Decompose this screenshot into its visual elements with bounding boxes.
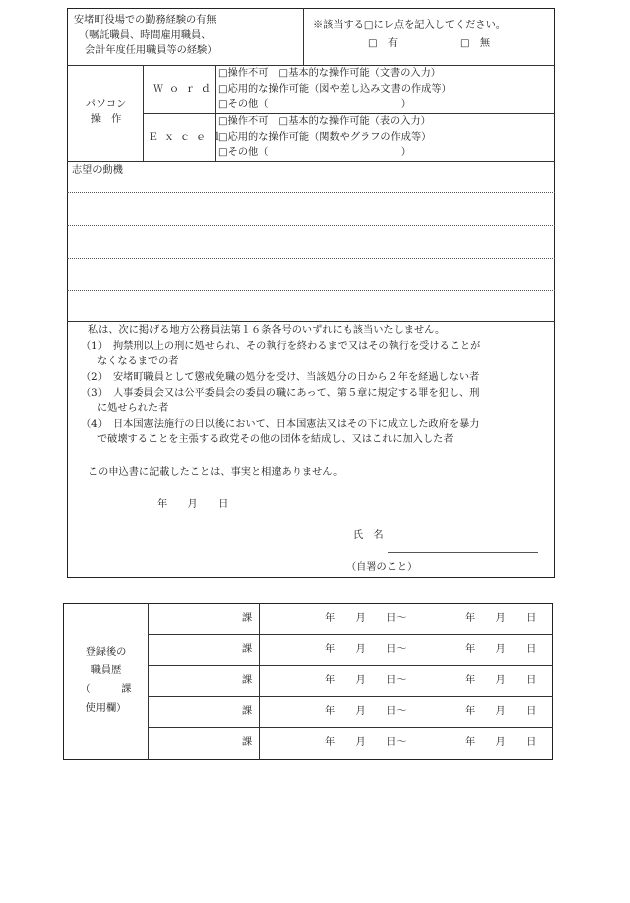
excel-option-line-2[interactable]: □応用的な操作可能（関数やグラフの作成等） [218,132,432,143]
excel-label: Ｅｘｃｅｌ [148,132,228,143]
word-option-line-1[interactable]: □操作不可 □基本的な操作可能（文書の入力） [218,68,441,79]
word-label: Ｗｏｒｄ [153,84,217,95]
pc-label-line-2: 操 作 [90,114,122,125]
motivation-ruled-line [67,192,555,193]
registry-label-line-2: 職員歴 [90,665,122,676]
excel-option-line-3[interactable]: □その他（ ） [218,147,411,158]
word-option-line-2[interactable]: □応用的な操作可能（図や差し込み文書の作成等） [218,84,452,95]
pc-bottom-line [67,161,555,162]
experience-question-line-3: 会計年度任用職員等の経験） [85,45,218,56]
declaration-sign-note: （自署のこと） [346,562,418,573]
registry-row-dept[interactable]: 課 [242,613,253,624]
signature-line[interactable] [388,552,538,553]
registry-row-divider [148,727,553,728]
motivation-ruled-line [67,290,555,291]
registry-row-from[interactable]: 年 月 日～ [325,613,407,624]
registry-row-divider [148,634,553,635]
declaration-intro: 私は、次に掲げる地方公務員法第１６条各号のいずれにも該当いたしません。 [88,325,446,336]
declaration-item-3-line-2: に処せられた者 [97,403,169,414]
declaration-confirm: この申込書に記載したことは、事実と相違ありません。 [88,467,344,478]
motivation-ruled-line [67,225,555,226]
registry-row-divider [148,696,553,697]
registry-row-to[interactable]: 年 月 日 [465,675,537,686]
registry-label-divider [148,603,149,760]
excel-option-line-1[interactable]: □操作不可 □基本的な操作可能（表の入力） [218,116,431,127]
declaration-item-4-line-2: で破壊することを主張する政党その他の団体を結成し、又はこれに加入した者 [97,434,454,445]
pc-word-excel-divider [143,113,555,114]
declaration-item-3-line-1: （3） 人事委員会又は公平委員会の委員の職にあって、第５章に規定する罪を犯し、刑 [81,388,480,399]
registry-row-from[interactable]: 年 月 日～ [325,737,407,748]
registry-dept-divider [259,603,260,760]
registry-row-dept[interactable]: 課 [242,644,253,655]
registry-label-line-4: 使用欄） [85,703,127,714]
motivation-ruled-line [67,258,555,259]
registry-row-from[interactable]: 年 月 日～ [325,706,407,717]
experience-question-line-2: （嘱託職員、時間雇用職員、 [79,30,212,41]
registry-row-dept[interactable]: 課 [242,675,253,686]
registry-row-divider [148,665,553,666]
declaration-name-label: 氏 名 [353,530,384,541]
experience-bottom-line [67,65,555,66]
declaration-item-2-line-1: （2） 安堵町職員として懲戒免職の処分を受け、当該処分の日から２年を経過しない者 [81,372,480,383]
experience-option-no[interactable]: □ 無 [460,38,491,49]
experience-note: ※該当する□にレ点を記入してください。 [313,20,506,31]
registry-row-to[interactable]: 年 月 日 [465,644,537,655]
experience-divider [303,8,304,65]
registry-row-dept[interactable]: 課 [242,706,253,717]
registry-label-line-1: 登録後の [85,647,127,658]
experience-option-yes[interactable]: □ 有 [368,38,399,49]
declaration-item-1-line-1: （1） 拘禁刑以上の刑に処せられ、その執行を終わるまで又はその執行を受けることが [81,341,481,352]
registry-row-to[interactable]: 年 月 日 [465,706,537,717]
registry-row-from[interactable]: 年 月 日～ [325,675,407,686]
declaration-item-4-line-1: （4） 日本国憲法施行の日以後において、日本国憲法又はその下に成立した政府を暴力 [81,419,480,430]
motivation-label: 志望の動機 [72,165,123,176]
registry-row-to[interactable]: 年 月 日 [465,737,537,748]
word-option-line-3[interactable]: □その他（ ） [218,99,411,110]
registry-row-dept[interactable]: 課 [242,737,253,748]
registry-label-line-3: （ 課 [80,684,132,695]
pc-label-line-1: パソコン [85,99,127,110]
declaration-item-1-line-2: なくなるまでの者 [97,356,179,367]
experience-question-line-1: 安堵町役場での勤務経験の有無 [74,15,217,26]
motivation-bottom-line [67,321,555,322]
registry-row-from[interactable]: 年 月 日～ [325,644,407,655]
registry-row-to[interactable]: 年 月 日 [465,613,537,624]
declaration-date[interactable]: 年 月 日 [157,499,229,510]
